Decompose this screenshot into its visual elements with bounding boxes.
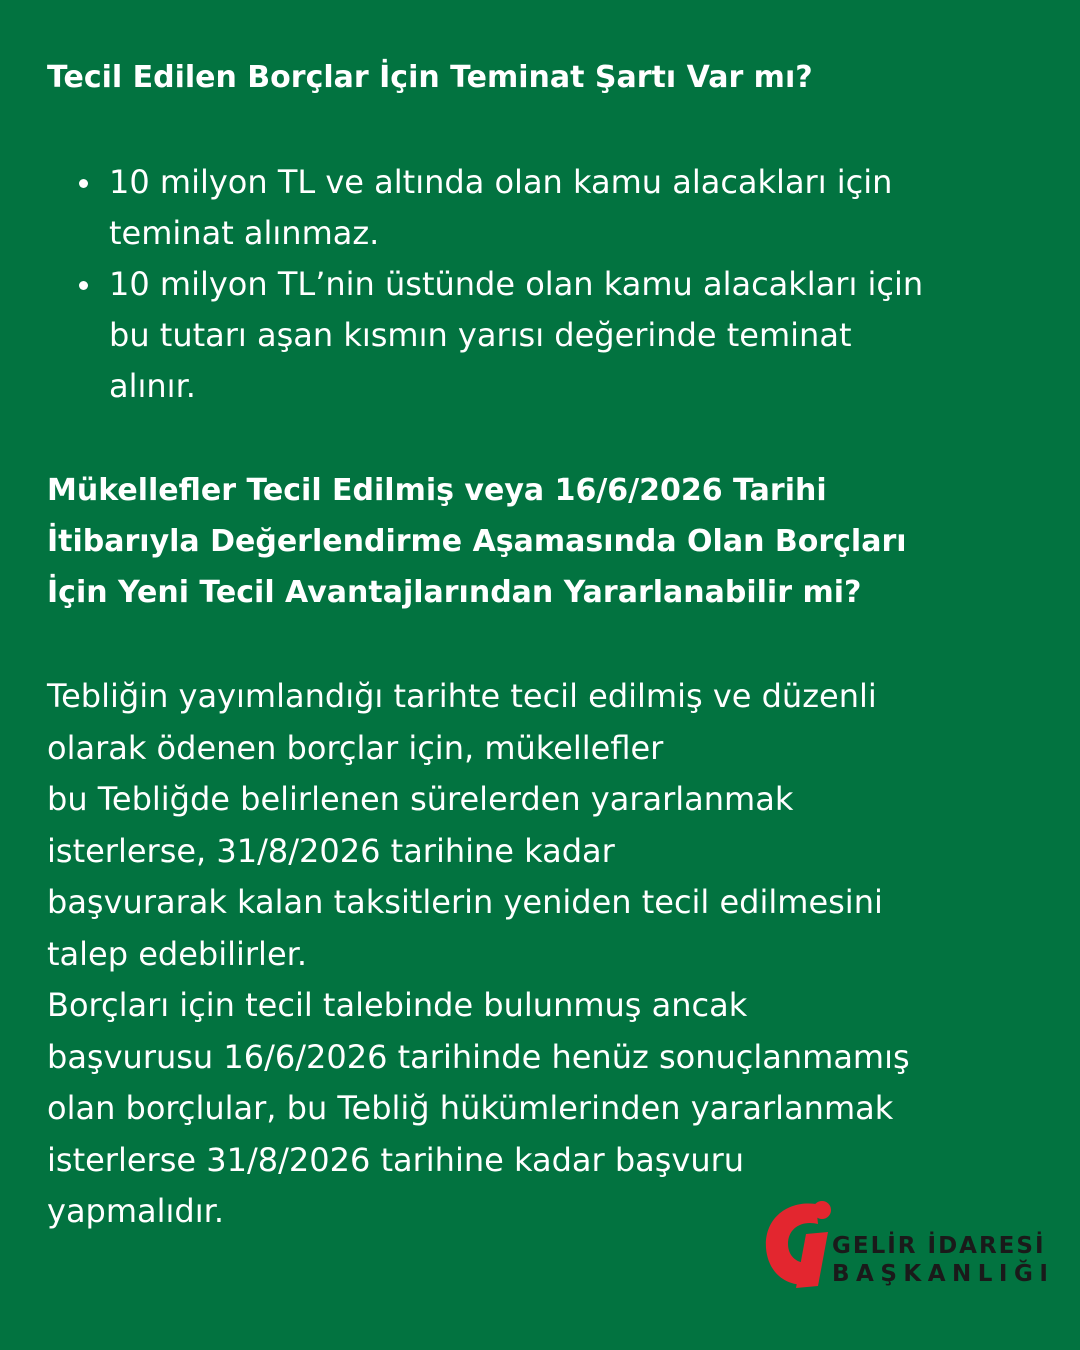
logo-line2: BAŞKANLIĞI xyxy=(832,1261,1055,1287)
body-line: bu Tebliğde belirlenen sürelerden yararlanmak xyxy=(47,780,794,818)
body-line: başvurarak kalan taksitlerin yeniden tecil edilmesini xyxy=(47,883,883,921)
list-item-line: teminat alınmaz. xyxy=(109,214,380,252)
section2-title xyxy=(47,465,1047,618)
body-line: talep edebilirler. xyxy=(47,934,308,973)
content xyxy=(47,52,1047,1238)
title-line: İtibarıyla Değerlendirme Aşamasında Olan Borçları xyxy=(47,524,907,559)
body-line: başvurusu 16/6/2026 tarihinde henüz sonuçlanmamış xyxy=(47,1037,910,1076)
section2-body xyxy=(47,671,1047,1238)
list-item-line: alınır. xyxy=(109,367,196,405)
body-line: Tebliğin yayımlandığı tarihte tecil edilmiş ve düzenli xyxy=(47,677,877,715)
list-item-line: bu tutarı aşan kısmın yarısı değerinde teminat xyxy=(109,316,852,354)
body-line: yapmalıdır. xyxy=(47,1192,225,1230)
list-item xyxy=(47,157,1047,259)
list-item-line: 10 milyon TL ve altında olan kamu alacakları için xyxy=(109,163,893,201)
list-item xyxy=(47,259,1047,412)
body-line: olarak ödenen borçlar için, mükellefler xyxy=(47,728,664,767)
list-item-line: 10 milyon TL’nin üstünde olan kamu alacakları için xyxy=(109,265,924,303)
teminat-list xyxy=(47,157,1047,412)
body-line: Borçları için tecil talebinde bulunmuş ancak xyxy=(47,986,748,1024)
gib-logo-mark-icon xyxy=(758,1196,838,1296)
body-line: isterlerse, 31/8/2026 tarihine kadar xyxy=(47,831,615,870)
logo-line1: GELİR İDARESİ xyxy=(832,1233,1046,1259)
section1-title: Tecil Edilen Borçlar İçin Teminat Şartı Var mı? xyxy=(47,60,813,95)
gib-logo xyxy=(758,1196,1058,1296)
title-line: Mükellefler Tecil Edilmiş veya 16/6/2026 Tarihi xyxy=(47,473,827,508)
title-line: İçin Yeni Tecil Avantajlarından Yararlanabilir mi? xyxy=(47,575,862,610)
body-line: olan borçlular, bu Tebliğ hükümlerinden yararlanmak xyxy=(47,1089,894,1127)
body-line: isterlerse 31/8/2026 tarihine kadar başvuru xyxy=(47,1140,745,1179)
gib-logo-text xyxy=(832,1232,1054,1288)
